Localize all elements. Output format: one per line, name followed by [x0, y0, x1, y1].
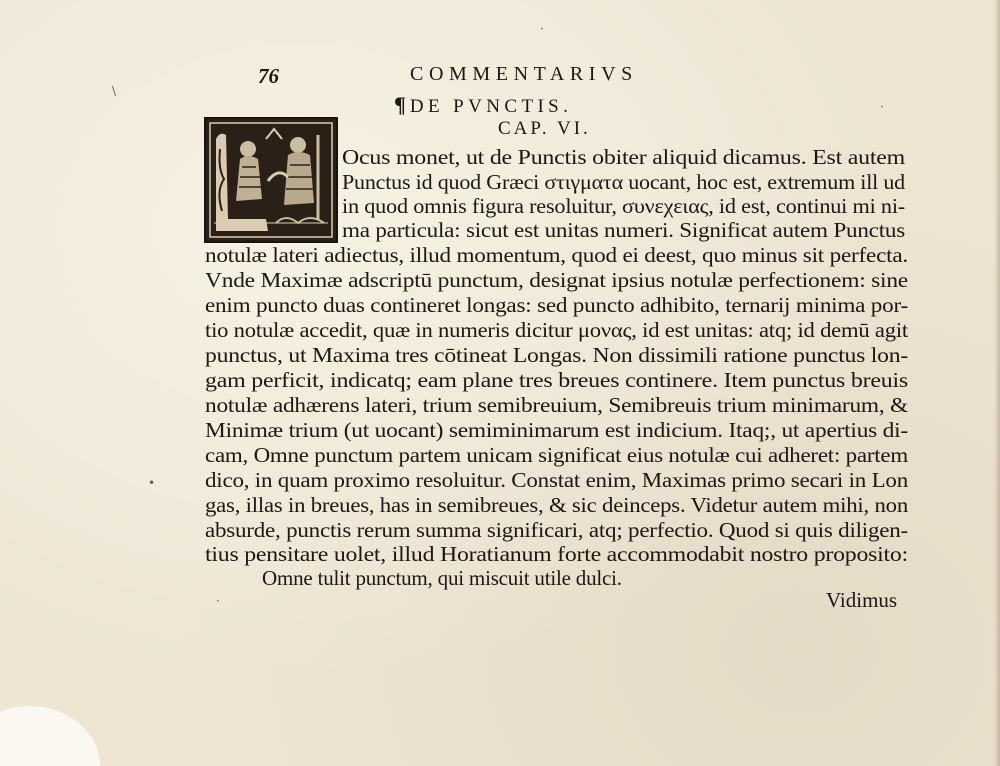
page-corner-highlight — [0, 706, 100, 766]
running-head: COMMENTARIVS — [410, 63, 638, 85]
body-line: gas, illas in breues, has in semibreues, & sic deinceps. Videtur autem mihi, non — [205, 493, 908, 517]
body-line: gam perficit, indicatq; eam plane tres breues continere. Item punctus breuis — [205, 368, 908, 392]
body-line: Punctus id quod Græci στιγματα uocant, hoc est, extremum ill ud — [342, 170, 905, 194]
body-line: Ocus monet, ut de Punctis obiter aliquid dicamus. Est autem — [342, 145, 905, 169]
body-line: dico, in quam proximo resoluitur. Constat enim, Maximas primo secari in Lon — [205, 468, 909, 492]
body-line: notulæ lateri adiectus, illud momentum, quod ei deest, quo minus sit perfecta. — [205, 243, 908, 267]
body-line: enim puncto duas contineret longas: sed puncto adhibito, ternarij minima por- — [205, 293, 908, 317]
body-line: punctus, ut Maxima tres cōtineat Longas. Non dissimili ratione punctus lon- — [205, 343, 908, 367]
catchword: Vidimus — [826, 588, 898, 612]
page-edge-shadow — [994, 0, 1000, 766]
body-line: cam, Omne punctum partem unicam significat eius notulæ cui adheret: partem — [205, 443, 908, 467]
body-line: ma particula: sicut est unitas numeri. Significat autem Punctus — [342, 218, 905, 242]
body-line: tio notulæ accedit, quæ in numeris dicitur μονας, id est unitas: atq; id demū agit — [205, 318, 909, 342]
body-line: in quod omnis figura resoluitur, συνεχειας, id est, continui mi ni- — [342, 194, 905, 218]
body-line: tius pensitare uolet, illud Horatianum forte accommodabit nostro proposito: — [205, 542, 908, 566]
woodcut-illustration — [206, 119, 336, 241]
body-line: Omne tulit punctum, qui miscuit utile dulci. — [262, 566, 622, 590]
body-line: absurde, punctis rerum summa significari, atq; perfectio. Quod si quis diligen- — [205, 518, 908, 542]
woodcut-initial-icon — [204, 117, 338, 243]
body-line: Vnde Maximæ adscriptū punctum, designat ipsius notulæ perfectionem: sine — [205, 268, 909, 292]
page-number: 76 — [258, 64, 279, 88]
pilcrow-icon: ¶ — [394, 92, 406, 117]
chapter-label: CAP. VI. — [498, 118, 591, 139]
section-heading — [394, 92, 572, 118]
book-page: 76 COMMENTARIVS ¶ DE PVNCTIS. CAP. VI. Ocus monet, ut de Punctis obiter aliquid dicamus. Est autem Punctus id quod Græci στιγματα uocant, hoc est, extremum ill ud in quod omnis figura resoluitur, συνεχειας, id est, continui mi ni- ma particula: sicut est unitas numeri. Significat autem Punctus notulæ lateri adiectus, illud momentum, quod ei deest, quo minus sit perfecta. Vnde Maximæ adscriptū punctum, designat ipsius notulæ perfectionem: sine enim puncto duas contineret longas: sed puncto adhibito, ternarij minima por- tio notulæ accedit, quæ in numeris dicitur μονας, id est unitas: atq; id demū agit punctus, ut Maxima tres cōtineat Longas. Non dissimili ratione punctus lon- gam perficit, indicatq; eam plane tres breues continere. Item punctus breuis notulæ adhærens lateri, trium semibreuium, Semibreuis trium minimarum, & Minimæ trium (ut uocant) semiminimarum est indicium. Itaq;, ut apertius di- cam, Omne punctum partem unicam significat eius notulæ cui adheret: partem dico, in quam proximo resoluitur. Constat enim, Maximas primo secari in Lon gas, illas in breues, has in semibreues, & sic deinceps. Videtur autem mihi, non absurde, punctis rerum summa significari, atq; perfectio. Quod si quis diligen- tius pensitare uolet, illud Horatianum forte accommodabit nostro proposito: Omne tulit punctum, qui miscuit utile dulci. Vidimus • \ · · · — [0, 0, 1000, 766]
body-line: Minimæ trium (ut uocant) semiminimarum est indicium. Itaq;, ut apertius di- — [205, 418, 908, 442]
section-title: DE PVNCTIS. — [409, 96, 573, 117]
body-line: notulæ adhærens lateri, trium semibreuium, Semibreuis trium minimarum, & — [205, 393, 908, 417]
